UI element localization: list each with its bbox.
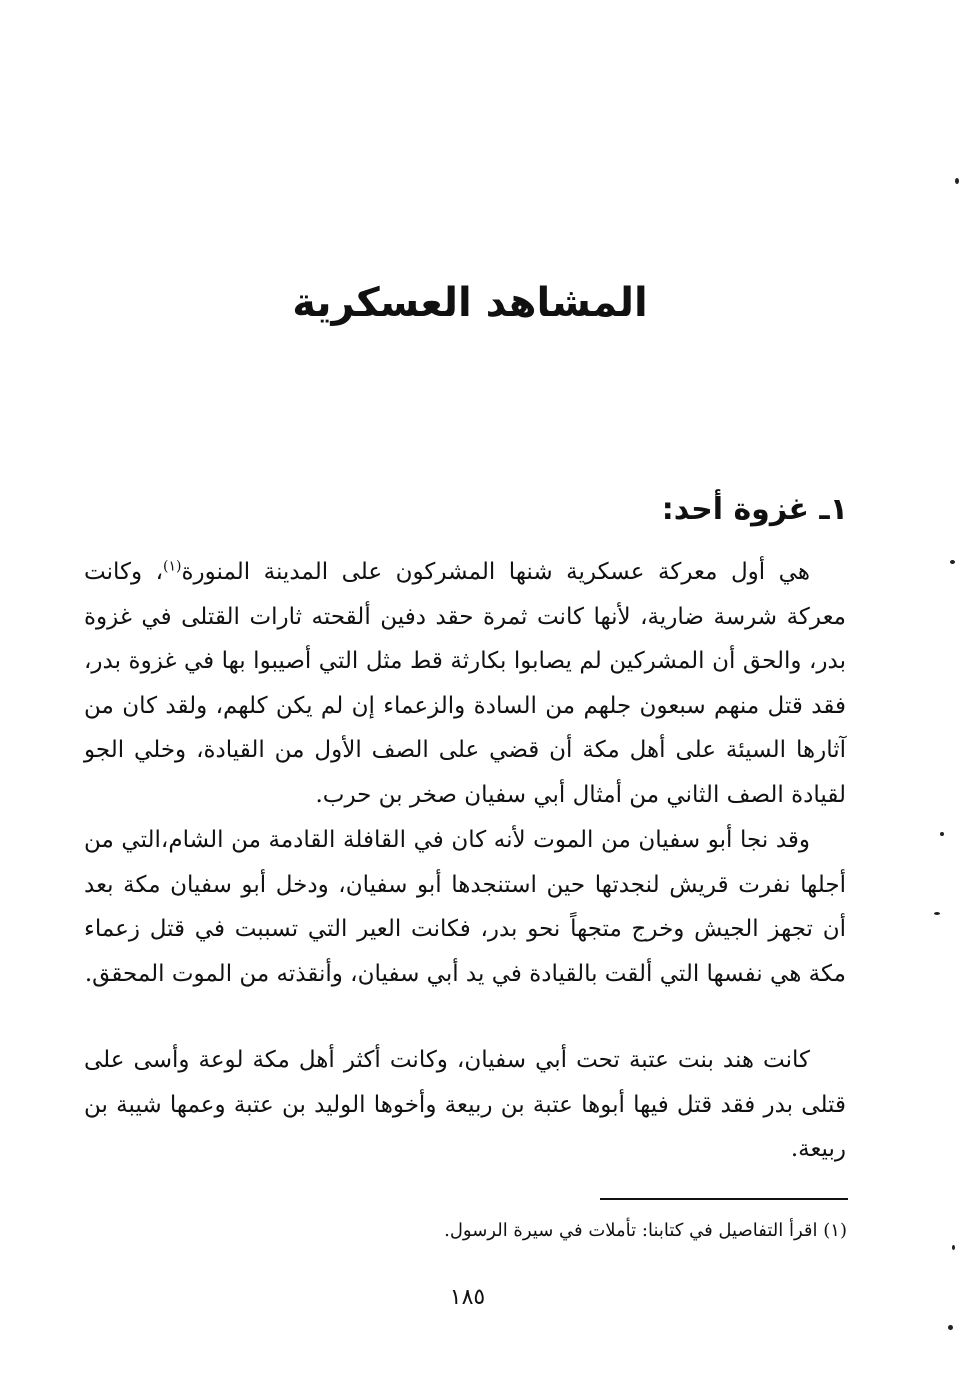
paragraph-1-text-start: هي أول معركة عسكرية شنها المشركون على المدينة المنورة xyxy=(181,559,810,585)
paragraph-3-text: كانت هند بنت عتبة تحت أبي سفيان، وكانت أكثر أهل مكة لوعة وأسى على قتلى بدر فقد قتل فيها أبوها عتبة بن ربيعة وأخوها الوليد بن عتبة وعمها شيبة بن ربيعة. xyxy=(84,1047,846,1162)
paragraph-2 xyxy=(84,818,846,996)
footnote-divider xyxy=(600,1198,848,1200)
footnote: (١) اقرأ التفاصيل في كتابنا: تأملات في سيرة الرسول. xyxy=(444,1220,847,1241)
scan-speck xyxy=(950,560,955,564)
page-number: ١٨٥ xyxy=(449,1285,486,1310)
scan-speck xyxy=(952,1245,955,1250)
scan-speck xyxy=(948,1325,953,1330)
paragraph-1 xyxy=(84,550,846,817)
scan-speck xyxy=(955,178,959,184)
section-heading: ١ـ غزوة أحد: xyxy=(661,492,848,527)
paragraph-2-text: وقد نجا أبو سفيان من الموت لأنه كان في القافلة القادمة من الشام،التي من أجلها نفرت قريش لنجدتها حين استنجدها أبو سفيان، ودخل أبو سفيان مكة بعد أن تجهز الجيش وخرج متجهاً نحو بدر، فكانت العير التي تسببت في قتل زعماء مكة هي نفسها التي ألقت بالقيادة في يد أبي سفيان، وأنقذته من الموت المحقق. xyxy=(84,827,846,987)
scan-speck xyxy=(934,912,940,915)
chapter-title: المشاهد العسكرية xyxy=(292,280,648,326)
paragraph-3 xyxy=(84,1038,846,1172)
scan-speck xyxy=(940,832,944,836)
paragraph-1-text-rest: ، وكانت معركة شرسة ضارية، لأنها كانت ثمرة حقد دفين ألقحته ثارات القتلى في غزوة بدر، والحق أن المشركين لم يصابوا بكارثة قط مثل التي أصيبوا بها في غزوة بدر، فقد قتل منهم سبعون جلهم من السادة والزعماء إن لم يكن كلهم، ولقد كان من آثارها السيئة على أهل مكة أن قضي على الصف الأول من القيادة، وخلي الجو لقيادة الصف الثاني من أمثال أبي سفيان صخر بن حرب. xyxy=(84,559,846,808)
footnote-reference[interactable]: (١) xyxy=(163,558,182,575)
